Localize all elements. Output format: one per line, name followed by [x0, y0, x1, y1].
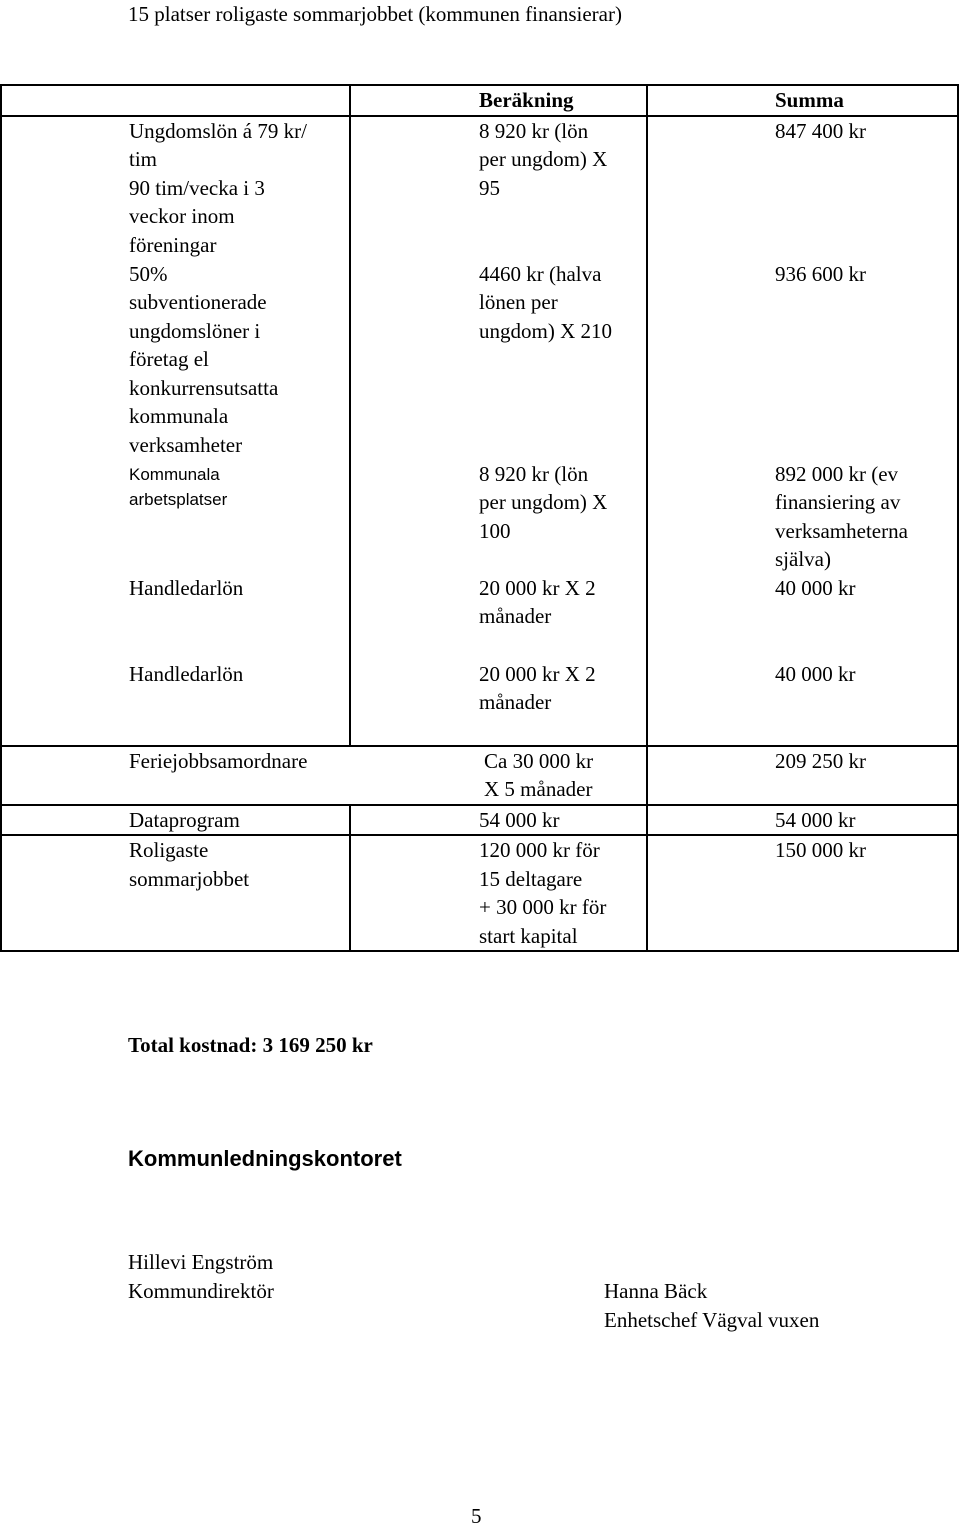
row-label: 50% subventionerade ungdomslöner i företag el konkurrensutsatta kommunala verksamheter [1, 260, 350, 460]
header-cell-label [1, 85, 350, 116]
row-sum: 209 250 kr [647, 746, 958, 805]
row-sum: 892 000 kr (ev finansiering av verksamheterna själva) [647, 460, 958, 574]
signatory-role: Enhetschef Vägval vuxen [604, 1308, 820, 1332]
document-title: 15 platser roligaste sommarjobbet (kommunen finansierar) [128, 2, 622, 26]
table-row [1, 746, 958, 805]
office-name: Kommunledningskontoret [128, 1146, 402, 1171]
row-calculation: 4460 kr (halva lönen per ungdom) X 210 [350, 260, 647, 460]
row-label: Dataprogram [1, 805, 350, 836]
row-sum: 150 000 kr [647, 835, 958, 951]
row-label: Handledarlön [1, 574, 350, 660]
table-header-row [1, 85, 958, 116]
row-label: Ungdomslön á 79 kr/ tim 90 tim/vecka i 3 veckor inom föreningar [1, 116, 350, 260]
row-sum: 847 400 kr [647, 116, 958, 260]
row-calculation: 20 000 kr X 2 månader [350, 660, 647, 746]
row-calculation: 20 000 kr X 2 månader [350, 574, 647, 660]
row-label: Roligaste sommarjobbet [1, 835, 350, 951]
header-cell-sum: Summa [647, 85, 958, 116]
row-sum: 40 000 kr [647, 660, 958, 746]
table-row [1, 116, 958, 260]
table-row [1, 835, 958, 951]
row-label: Feriejobbsamordnare [1, 746, 350, 805]
row-sum: 54 000 kr [647, 805, 958, 836]
row-calculation: 54 000 kr [350, 805, 647, 836]
row-sum: 936 600 kr [647, 260, 958, 460]
table-row [1, 574, 958, 660]
cost-table [0, 84, 959, 952]
table-row [1, 260, 958, 460]
table-row [1, 660, 958, 746]
total-cost: Total kostnad: 3 169 250 kr [128, 1033, 373, 1057]
page-number: 5 [471, 1504, 482, 1528]
signatory-name: Hillevi Engström [128, 1250, 274, 1274]
row-calculation: Ca 30 000 kr X 5 månader [350, 746, 647, 805]
row-calculation: 8 920 kr (lön per ungdom) X 100 [350, 460, 647, 574]
signatory-role: Kommundirektör [128, 1279, 274, 1303]
row-label: Handledarlön [1, 660, 350, 746]
table-row [1, 460, 958, 574]
header-cell-calculation: Beräkning [350, 85, 647, 116]
signatory-name: Hanna Bäck [604, 1279, 708, 1303]
row-sum: 40 000 kr [647, 574, 958, 660]
row-calculation: 8 920 kr (lön per ungdom) X 95 [350, 116, 647, 260]
row-label: Kommunala arbetsplatser [1, 460, 350, 574]
table-row [1, 805, 958, 836]
row-calculation: 120 000 kr för 15 deltagare + 30 000 kr för start kapital [350, 835, 647, 951]
